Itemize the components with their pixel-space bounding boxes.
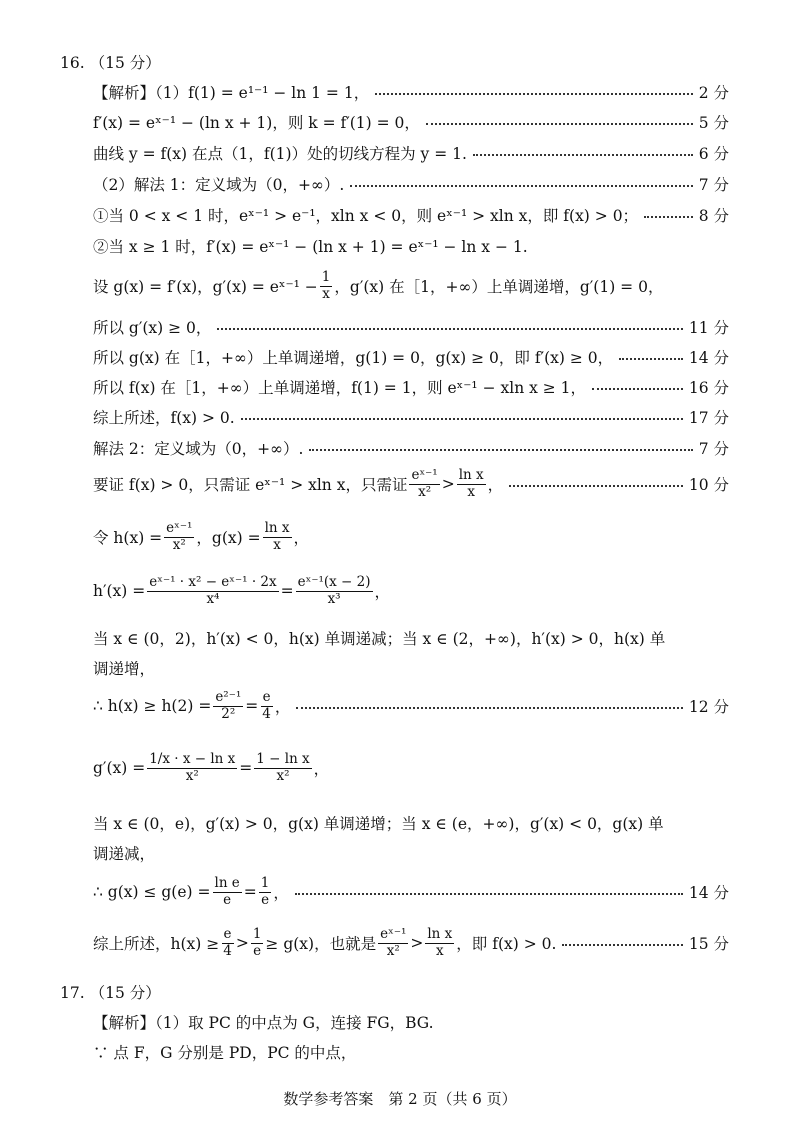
solution-line: 所以 f(x) 在［1，+∞）上单调递增，f(1) = 1，则 eˣ⁻¹ − xln x ≥ 1， 16 分 xyxy=(93,376,729,398)
solution-line: 令 h(x) = $\frac{\text{eˣ⁻¹}}{\text{x²}}$ ，g(x) = $\frac{\text{ln x}}{x}$ ， xyxy=(93,520,310,553)
q17-header: 17. （15 分） xyxy=(60,984,161,1002)
solution-line: 综上所述，h(x) ≥ $\frac{e}{4}$ > $\frac{1}{e}$ ≥ g(x)，也就是 $\frac{\text{eˣ⁻¹}}{\text{x²}}$ > $\frac{\text{ln x}}{x}$ ，即 f(x) > 0. 15 分 xyxy=(93,926,729,959)
solution-line: 【解析】（1）f(1) = e¹⁻¹ − ln 1 = 1， 2 分 xyxy=(93,81,729,103)
score-label: 14 分 xyxy=(688,349,729,367)
score-label: 5 分 xyxy=(698,114,729,132)
score-label: 16 分 xyxy=(688,379,729,397)
fraction: $\frac{\text{ln x}}{x}$ xyxy=(264,520,290,553)
fraction: $\frac{e}{4}$ xyxy=(223,926,232,959)
solution-line: h′(x) = $\frac{\text{eˣ⁻¹ · x² − eˣ⁻¹ · 2x}}{\text{x⁴}}$ = $\frac{\text{eˣ⁻¹(x − 2)}}{\text{x³}}$ ， xyxy=(93,574,391,607)
solution-line: 当 x ∈ (0，e)，g′(x) > 0，g(x) 单调递增；当 x ∈ (e，+∞)，g′(x) < 0，g(x) 单 xyxy=(93,815,664,833)
solution-line: 综上所述，f(x) > 0. 17 分 xyxy=(93,406,729,428)
fraction: $\frac{\text{ln e}}{e}$ xyxy=(214,875,240,908)
solution-line: 调递增， xyxy=(93,660,156,678)
score-label: 14 分 xyxy=(688,884,729,903)
solution-line: 【解析】（1）取 PC 的中点为 G，连接 FG，BG. xyxy=(93,1014,434,1032)
solution-line: 设 g(x) = f′(x)，g′(x) = eˣ⁻¹ − $\frac{1}{x}$ ，g′(x) 在［1，+∞）上单调递增，g′(1) = 0， xyxy=(93,269,664,302)
fraction: $\frac{1}{e}$ xyxy=(252,926,262,959)
score-label: 8 分 xyxy=(698,207,729,225)
fraction: $\frac{\text{1 − ln x}}{\text{x²}}$ xyxy=(256,751,310,784)
fraction: $\frac{\text{eˣ⁻¹ · x² − eˣ⁻¹ · 2x}}{\text{x⁴}}$ xyxy=(149,574,277,607)
q16-header: 16. （15 分） xyxy=(60,54,161,72)
solution-line: ∵ 点 F，G 分别是 PD，PC 的中点， xyxy=(93,1044,357,1062)
fraction: $\frac{1}{e}$ xyxy=(260,875,270,908)
fraction: $\frac{\text{ln x}}{x}$ xyxy=(458,467,484,500)
fraction: $\frac{\text{e²⁻¹}}{\text{2²}}$ xyxy=(215,689,242,722)
solution-line: 所以 g′(x) ≥ 0， 11 分 xyxy=(93,316,729,338)
solution-line: 解法 2：定义域为（0，+∞）. 7 分 xyxy=(93,437,729,459)
score-label: 17 分 xyxy=(688,409,729,427)
score-label: 6 分 xyxy=(698,145,729,163)
solution-line: ∴ g(x) ≤ g(e) = $\frac{\text{ln e}}{e}$ = $\frac{1}{e}$ ， 14 分 xyxy=(93,875,729,908)
solution-line: 要证 f(x) > 0，只需证 eˣ⁻¹ > xln x，只需证 $\frac{\text{eˣ⁻¹}}{\text{x²}}$ > $\frac{\text{ln x}}{x}$ ， 10 分 xyxy=(93,467,729,500)
solution-line: 当 x ∈ (0，2)，h′(x) < 0，h(x) 单调递减；当 x ∈ (2，+∞)，h′(x) > 0，h(x) 单 xyxy=(93,630,666,648)
score-label: 10 分 xyxy=(688,476,729,495)
score-label: 2 分 xyxy=(698,84,729,102)
score-label: 15 分 xyxy=(688,935,729,954)
fraction: $\frac{\text{eˣ⁻¹}}{\text{x²}}$ xyxy=(411,467,438,500)
fraction: $\frac{e}{4}$ xyxy=(262,689,271,722)
solution-line: 所以 g(x) 在［1，+∞）上单调递增，g(1) = 0，g(x) ≥ 0，即 f′(x) ≥ 0， 14 分 xyxy=(93,346,729,368)
fraction: $\frac{\text{eˣ⁻¹}}{\text{x²}}$ xyxy=(166,520,193,553)
solution-line: f′(x) = eˣ⁻¹ − (ln x + 1)，则 k = f′(1) = 0， 5 分 xyxy=(93,111,729,133)
score-label: 7 分 xyxy=(698,176,729,194)
solution-line: 曲线 y = f(x) 在点（1，f(1)）处的切线方程为 y = 1. 6 分 xyxy=(93,142,729,164)
fraction: $\frac{\text{eˣ⁻¹(x − 2)}}{\text{x³}}$ xyxy=(297,574,371,607)
solution-line: ∴ h(x) ≥ h(2) = $\frac{\text{e²⁻¹}}{\text{2²}}$ = $\frac{e}{4}$ ， 12 分 xyxy=(93,689,729,722)
score-label: 11 分 xyxy=(688,319,729,337)
page-footer: 数学参考答案 第 2 页（共 6 页） xyxy=(283,1090,517,1108)
fraction: $\frac{\text{ln x}}{x}$ xyxy=(427,926,453,959)
solution-line: g′(x) = $\frac{\text{1/x · x − ln x}}{\text{x²}}$ = $\frac{\text{1 − ln x}}{\text{x²}}$ ， xyxy=(93,751,330,784)
fraction: $\frac{\text{1/x · x − ln x}}{\text{x²}}$ xyxy=(149,751,236,784)
score-label: 7 分 xyxy=(698,440,729,458)
fraction: $\frac{\text{eˣ⁻¹}}{\text{x²}}$ xyxy=(380,926,407,959)
fraction: $\frac{1}{x}$ xyxy=(321,269,331,302)
solution-line: ②当 x ≥ 1 时，f′(x) = eˣ⁻¹ − (ln x + 1) = eˣ⁻¹ − ln x − 1. xyxy=(93,238,528,256)
solution-line: （2）解法 1：定义域为（0，+∞）. 7 分 xyxy=(93,173,729,195)
solution-line: ①当 0 < x < 1 时，eˣ⁻¹ > e⁻¹，xln x < 0，则 eˣ⁻¹ > xln x，即 f(x) > 0； 8 分 xyxy=(93,204,729,226)
solution-line: 调递减， xyxy=(93,845,156,863)
score-label: 12 分 xyxy=(688,698,729,717)
